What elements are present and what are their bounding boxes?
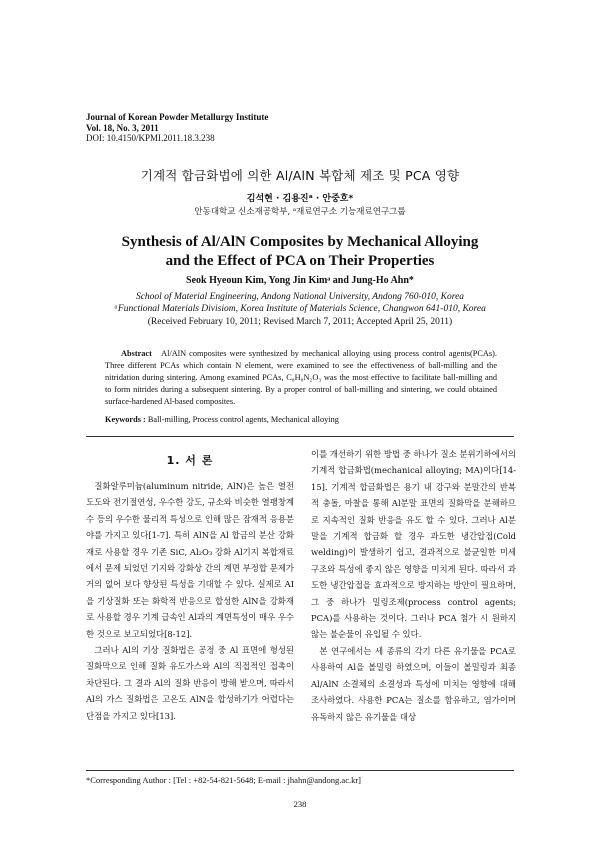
paragraph: 이를 개선하기 위한 방법 중 하나가 질소 분위기하에서의 기계적 합금화법(mechanical alloying; MA)이다[14-15]. 기계적 합금화법은 용기 내 강구와 분말간의 반복적 충돌, 마찰을 통해 Al분말 표면의 질화막을 분해하므로 지속적인 질화 반응을 유도 할 수 있다. 그러나 Al분말을 기계적 합금화 할 경우 과도한 냉간압접(Cold welding)이 발생하기 쉽고, 결과적으로 불균일한 미세구조와 특성에 좋지 않은 영향을 미치게 된다. 따라서 과도한 냉간압접을 효과적으로 방지하는 방안이 필요하며, 그 중 하나가 밀링조제(process control agents; PCA)를 사용하는 것이다. 그러나 PCA 첨가 시 원하지 않는 불순물이 유입될 수 있다.	[311, 449, 516, 640]
keywords	[105, 415, 339, 424]
affiliation-english-1: School of Material Engineering, Andong National University, Andong 760-010, Korea	[135, 292, 465, 302]
divider-footnote	[86, 770, 514, 771]
title-english-line1: Synthesis of Al/AlN Composites by Mechanical Alloying	[121, 234, 479, 250]
title-english	[0, 233, 600, 271]
received-dates: (Received February 10, 2011; Revised March 7, 2011; Accepted April 25, 2011)	[147, 317, 453, 327]
authors-english: Seok Hyeoun Kim, Yong Jin Kimᵃ and Jung-Ho Ahn*	[186, 275, 414, 286]
abstract-text: Al/AlN composites were synthesized by mechanical alloying using process control agents(PCAs). Three different PCAs which contain N element, were examined to see the effectiveness of ball-milling and the nitridation during sintering. Among examined PCAs, C₈H₈N₂O₃ was the most effective to facilitate ball-milling and to form nitrides during a subsequent sintering. By a proper control of ball-milling and sintering, we could obtained surface-hardened Al-based composites.	[105, 349, 497, 407]
abstract	[105, 348, 497, 408]
affiliation-english	[0, 291, 600, 315]
affiliation-korean: 안동대학교 신소재공학부, ᵃ재료연구소 기능재료연구그룹	[194, 207, 406, 217]
affiliation-english-2: ᵃFunctional Materials Divisiom, Korea Institute of Materials Science, Changwon 641-010, Korea	[114, 304, 486, 314]
body-column-left	[86, 478, 294, 724]
body-column-right	[311, 446, 516, 725]
authors-korean: 김석현 · 김용진ᵃ · 안중호*	[246, 194, 354, 204]
keywords-text: Ball-milling, Process control agents, Mechanical alloying	[145, 415, 339, 424]
divider-top	[86, 436, 514, 437]
paragraph: 그러나 Al의 기상 질화법은 공정 중 Al 표면에 형성된 질화막으로 인해 질화 유도가스와 Al의 직접적인 접촉이 차단된다. 그 결과 Al의 질화 반응이 방해 받으며, 따라서 Al의 가스 질화법은 고온도 AlN을 합성하기가 어렵다는 단점을 가지고 있다[13].	[86, 645, 294, 721]
journal-header	[86, 112, 268, 144]
section-heading: 1. 서 론	[166, 454, 214, 467]
title-korean: 기계적 합금화법에 의한 Al/AlN 복합체 제조 및 PCA 영향	[140, 168, 460, 183]
journal-volume: Vol. 18, No. 3, 2011	[86, 122, 159, 133]
corresponding-author-footnote: *Corresponding Author : [Tel : +82-54-821-5648; E-mail : jhahn@andong.ac.kr]	[86, 775, 362, 785]
paragraph: 질화알루미늄(aluminum nitride, AlN)은 높은 열전도도와 전기절연성, 우수한 강도, 규소와 비슷한 열팽창계수 등의 우수한 물리적 특성으로 인해 많은 잠재적 응용분야를 가지고 있다[1-7]. 특히 AlN을 Al 합금의 분산 강화재로 사용할 경우 기존 SiC, Al₂O₃ 강화 Al기지 복합재료에서 문제 되었던 기지와 강화상 간의 계면 부정합 문제가 거의 없어 보다 향상된 특성을 기대할 수 있다. 실제로 AI을 기상질화 또는 화학적 반응으로 합성한 AlN을 강화재로 사용할 경우 기계 급속인 Al과의 계면특성이 매우 우수한 것으로 보고되었다[8-12].	[86, 481, 295, 639]
page-number: 238	[293, 799, 307, 809]
journal-name: Journal of Korean Powder Metallurgy Institute	[86, 112, 269, 122]
abstract-label: Abstract	[121, 349, 152, 358]
paragraph: 본 연구에서는 세 종류의 각기 다른 유기물을 PCA로 사용하여 Al을 볼밀링 하였으며, 이들이 볼밀링과 최종 Al/AlN 소결체의 소결성과 특성에 미치는 영향에 대해 조사하였다. 사용한 PCA는 질소를 함유하고, 염가이며 유독하지 않은 유기물을 대상	[311, 645, 516, 722]
keywords-label: Keywords :	[105, 415, 146, 424]
journal-doi: DOI: 10.4150/KPMI.2011.18.3.238	[86, 133, 215, 143]
title-english-line2: and the Effect of PCA on Their Properties	[165, 253, 435, 269]
